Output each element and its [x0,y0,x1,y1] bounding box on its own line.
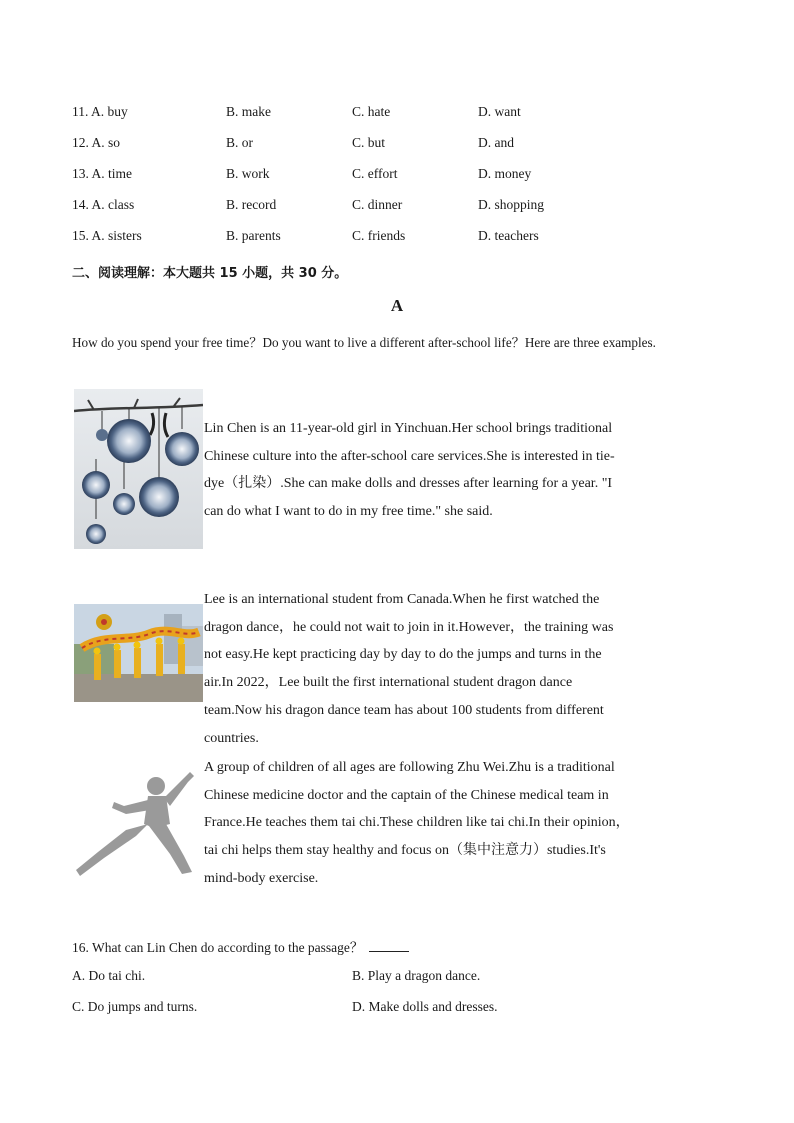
q15-option-a: 15. A. sisters [72,228,142,243]
question-16-stem [72,936,409,956]
answer-blank[interactable] [369,939,409,952]
q13-option-b: B. work [226,166,270,181]
zhu-wei-line: Chinese medicine doctor and the captain of the Chinese medical team in [204,787,609,803]
q11-option-b: B. make [226,104,271,119]
zhu-wei-line: France.He teaches them tai chi.These children like tai chi.In their opinion， [204,815,630,831]
q14-option-b: B. record [226,197,277,212]
q14-option-a: 14. A. class [72,197,135,212]
paragraph-lin-chen [204,415,684,526]
q15-option-d: D. teachers [478,228,539,243]
paragraph-lee [204,586,684,752]
tie-dye-image [74,389,203,549]
zhu-wei-line: A group of children of all ages are following Zhu Wei.Zhu is a traditional [204,760,615,775]
zhu-wei-line: mind-body exercise. [204,870,319,886]
q16-option-b: B. Play a dragon dance. [352,968,481,983]
tai-chi-silhouette-image [74,766,204,880]
section-heading: 二、阅读理解：本大题共 15 小题，共 30 分。 [72,266,348,281]
passage-title: A [390,296,404,315]
q11-option-d: D. want [478,104,521,119]
q12-option-d: D. and [478,135,514,150]
q13-option-d: D. money [478,166,532,181]
lin-chen-line: can do what I want to do in my free time." she said. [204,504,493,520]
lin-chen-line: Lin Chen is an 11-year-old girl in Yinchuan.Her school brings traditional [204,421,613,436]
lin-chen-line: Chinese culture into the after-school care services.She is interested in tie- [204,448,615,464]
dragon-dance-image [74,604,203,702]
q15-option-c: C. friends [352,228,406,243]
q12-option-a: 12. A. so [72,135,121,150]
lee-line: countries. [204,730,259,746]
q16-option-a: A. Do tai chi. [72,968,146,983]
lin-chen-line: dye（扎染）.She can make dolls and dresses after learning for a year. "I [204,476,613,492]
zhu-wei-line: tai chi helps them stay healthy and focus on（集中注意力）studies.It's [204,843,606,859]
q11-option-a: 11. A. buy [72,104,128,119]
lee-line: not easy.He kept practicing day by day to do the jumps and turns in the [204,647,602,663]
q16-option-d: D. Make dolls and dresses. [352,999,498,1014]
lee-line: team.Now his dragon dance team has about 100 students from different [204,702,604,718]
lee-line: dragon dance，he could not wait to join in it.However，the training was [204,619,614,635]
passage-intro: How do you spend your free time？Do you want to live a different after-school life？Here are three examples. [72,335,656,350]
lee-line: air.In 2022，Lee built the first international student dragon dance [204,675,573,691]
q16-option-c: C. Do jumps and turns. [72,999,198,1014]
q14-option-c: C. dinner [352,197,403,212]
q12-option-b: B. or [226,135,253,150]
q13-option-c: C. effort [352,166,398,181]
question-16-text: 16. What can Lin Chen do according to the passage？ [72,940,364,955]
q14-option-d: D. shopping [478,197,545,212]
q12-option-c: C. but [352,135,386,150]
lee-line: Lee is an international student from Canada.When he first watched the [204,592,600,607]
q11-option-c: C. hate [352,104,391,119]
q15-option-b: B. parents [226,228,281,243]
paragraph-zhu-wei [204,754,694,893]
q13-option-a: 13. A. time [72,166,133,181]
